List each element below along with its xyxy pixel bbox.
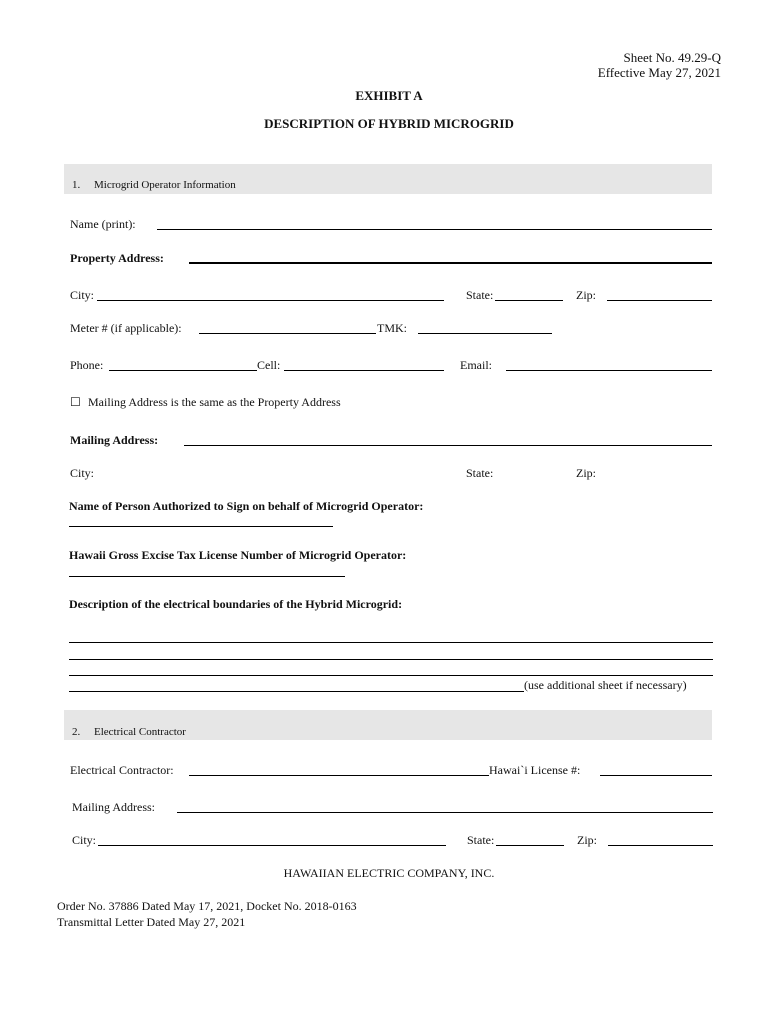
- description-line-1[interactable]: [69, 642, 713, 643]
- mailing-address-label: Mailing Address:: [70, 433, 159, 447]
- section1-number: 1.: [72, 179, 81, 191]
- description-line-2[interactable]: [69, 659, 713, 660]
- authorized-signer-field[interactable]: [69, 526, 333, 527]
- zip-field[interactable]: [607, 300, 712, 301]
- contractor-mailing-label: Mailing Address:: [72, 800, 155, 814]
- tax-license-label: Hawaii Gross Excise Tax License Number of Microgrid Operator:: [69, 548, 407, 562]
- contractor-state-label: State:: [467, 833, 495, 847]
- additional-sheet-note: (use additional sheet if necessary): [524, 678, 687, 692]
- contractor-mailing-field[interactable]: [177, 812, 713, 813]
- state-field[interactable]: [495, 300, 563, 301]
- license-field[interactable]: [600, 775, 712, 776]
- contractor-city-label: City:: [72, 833, 97, 847]
- contractor-field[interactable]: [189, 775, 489, 776]
- contractor-city-field[interactable]: [98, 845, 446, 846]
- contractor-state-field[interactable]: [496, 845, 564, 846]
- meter-field[interactable]: [199, 333, 376, 334]
- contractor-zip-label: Zip:: [577, 833, 597, 847]
- mailing-city-label: City:: [70, 466, 95, 480]
- effective-date: Effective May 27, 2021: [597, 65, 721, 80]
- order-info: Order No. 37886 Dated May 17, 2021, Docket No. 2018-0163: [57, 899, 357, 913]
- description-label: Description of the electrical boundaries of the Hybrid Microgrid:: [69, 597, 403, 611]
- property-address-field[interactable]: [189, 262, 712, 264]
- section2-number: 2.: [72, 726, 81, 738]
- transmittal-info: Transmittal Letter Dated May 27, 2021: [57, 915, 246, 929]
- contractor-label: Electrical Contractor:: [70, 763, 174, 777]
- name-field[interactable]: [157, 229, 712, 230]
- section1-header: [64, 164, 712, 194]
- phone-field[interactable]: [109, 370, 257, 371]
- cell-label: Cell:: [257, 358, 281, 372]
- city-label: City:: [70, 288, 95, 302]
- page-title: DESCRIPTION OF HYBRID MICROGRID: [264, 116, 514, 131]
- exhibit-title: EXHIBIT A: [355, 88, 423, 103]
- company-name: HAWAIIAN ELECTRIC COMPANY, INC.: [283, 866, 495, 880]
- same-address-checkbox[interactable]: ☐: [70, 395, 81, 409]
- meter-label: Meter # (if applicable):: [70, 321, 182, 335]
- description-line-3[interactable]: [69, 675, 713, 676]
- tmk-label: TMK:: [377, 321, 407, 335]
- sheet-number: Sheet No. 49.29-Q: [623, 50, 721, 65]
- authorized-signer-label: Name of Person Authorized to Sign on behalf of Microgrid Operator:: [69, 499, 424, 513]
- license-label: Hawai`i License #:: [489, 763, 581, 777]
- description-line-4[interactable]: [69, 691, 524, 692]
- phone-label: Phone:: [70, 358, 104, 372]
- zip-label: Zip:: [576, 288, 596, 302]
- email-label: Email:: [460, 358, 492, 372]
- section2-header: [64, 710, 712, 740]
- city-field[interactable]: [97, 300, 444, 301]
- tax-license-field[interactable]: [69, 576, 345, 577]
- mailing-state-label: State:: [466, 466, 494, 480]
- mailing-address-field[interactable]: [184, 445, 712, 446]
- property-address-label: Property Address:: [70, 251, 164, 265]
- same-address-label: Mailing Address is the same as the Property Address: [88, 395, 341, 409]
- state-label: State:: [466, 288, 494, 302]
- section1-heading: Microgrid Operator Information: [94, 179, 236, 191]
- cell-field[interactable]: [284, 370, 444, 371]
- tmk-field[interactable]: [418, 333, 552, 334]
- contractor-zip-field[interactable]: [608, 845, 713, 846]
- section2-heading: Electrical Contractor: [94, 726, 186, 738]
- name-label: Name (print):: [70, 217, 136, 231]
- mailing-zip-label: Zip:: [576, 466, 596, 480]
- email-field[interactable]: [506, 370, 712, 371]
